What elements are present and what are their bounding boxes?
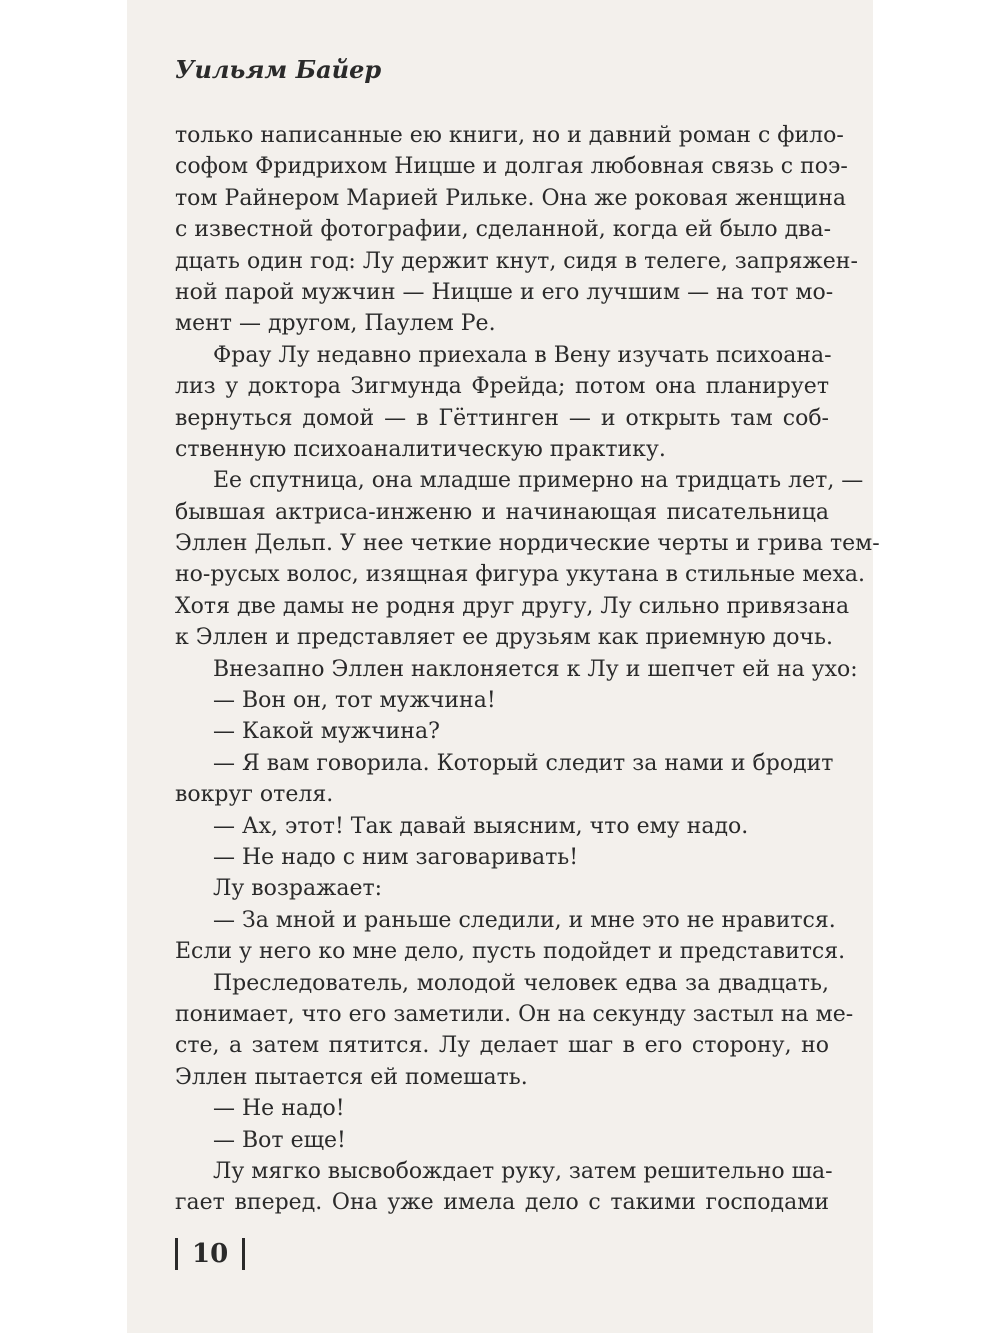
running-header-author: Уильям Байер (175, 55, 382, 84)
text-line: том Райнером Марией Рильке. Она же роковая женщина (175, 185, 847, 211)
text-line: с известной фотографии, сделанной, когда ей было два- (175, 217, 832, 243)
text-line: софом Фридрихом Ницше и долгая любовная связь с поэ- (175, 154, 848, 180)
text-line: Хотя две дамы не родня друг другу, Лу сильно привязана (175, 593, 850, 619)
text-line: — Вот еще! (213, 1127, 346, 1153)
text-line: ной парой мужчин — Ницше и его лучшим — на тот мо- (175, 279, 834, 305)
book-page (127, 0, 880, 1333)
text-line: Преследователь, молодой человек едва за двадцать, (213, 970, 829, 996)
divider-bar-left (175, 1238, 178, 1270)
text-line: — Вон он, тот мужчина! (213, 688, 496, 714)
text-line: Если у него ко мне дело, пусть подойдет и представится. (175, 939, 846, 965)
body-text (175, 120, 880, 1219)
text-line: понимает, что его заметили. Он на секунду застыл на ме- (175, 1001, 854, 1027)
text-line: — Я вам говорила. Который следит за нами и бродит (213, 750, 834, 776)
text-line: лиз у доктора Зигмунда Фрейда; потом она планирует (175, 374, 829, 400)
text-line: сте, а затем пятится. Лу делает шаг в его сторону, но (175, 1033, 829, 1059)
text-line: дцать один год: Лу держит кнут, сидя в телеге, запряжен- (175, 248, 858, 274)
text-line: вернуться домой — в Гёттинген — и открыть там соб- (175, 405, 829, 431)
text-line: — Не надо! (213, 1096, 345, 1122)
text-line: вокруг отеля. (175, 782, 334, 808)
text-line: только написанные ею книги, но и давний роман с фило- (175, 123, 844, 148)
text-line: — За мной и раньше следили, и мне это не нравится. (213, 907, 836, 933)
text-line: но-русых волос, изящная фигура укутана в стильные меха. (175, 562, 865, 588)
text-line: Внезапно Эллен наклоняется к Лу и шепчет ей на ухо: (213, 656, 858, 682)
text-line: ственную психоаналитическую практику. (175, 436, 666, 462)
text-line: Фрау Лу недавно приехала в Вену изучать психоана- (213, 342, 832, 368)
page-number: 10 (192, 1239, 229, 1269)
text-line: гает вперед. Она уже имела дело с такими господами (175, 1190, 829, 1216)
text-line: Эллен пытается ей помешать. (175, 1064, 528, 1090)
text-line: к Эллен и представляет ее друзьям как приемную дочь. (175, 625, 833, 651)
text-line: — Ах, этот! Так давай выясним, что ему надо. (213, 813, 749, 839)
text-line: — Какой мужчина? (213, 719, 440, 745)
text-line: Лу возражает: (213, 876, 383, 902)
text-line: Лу мягко высвобождает руку, затем решительно ша- (213, 1158, 833, 1184)
text-line: Ее спутница, она младше примерно на тридцать лет, — (213, 468, 864, 494)
text-line: мент — другом, Паулем Ре. (175, 311, 496, 337)
divider-bar-right (242, 1238, 245, 1270)
text-line: — Не надо с ним заговаривать! (213, 844, 579, 870)
page-number-footer (175, 1238, 245, 1270)
text-line: Эллен Дельп. У нее четкие нордические черты и грива тем- (175, 531, 880, 557)
text-line: бывшая актриса-инженю и начинающая писательница (175, 499, 829, 525)
